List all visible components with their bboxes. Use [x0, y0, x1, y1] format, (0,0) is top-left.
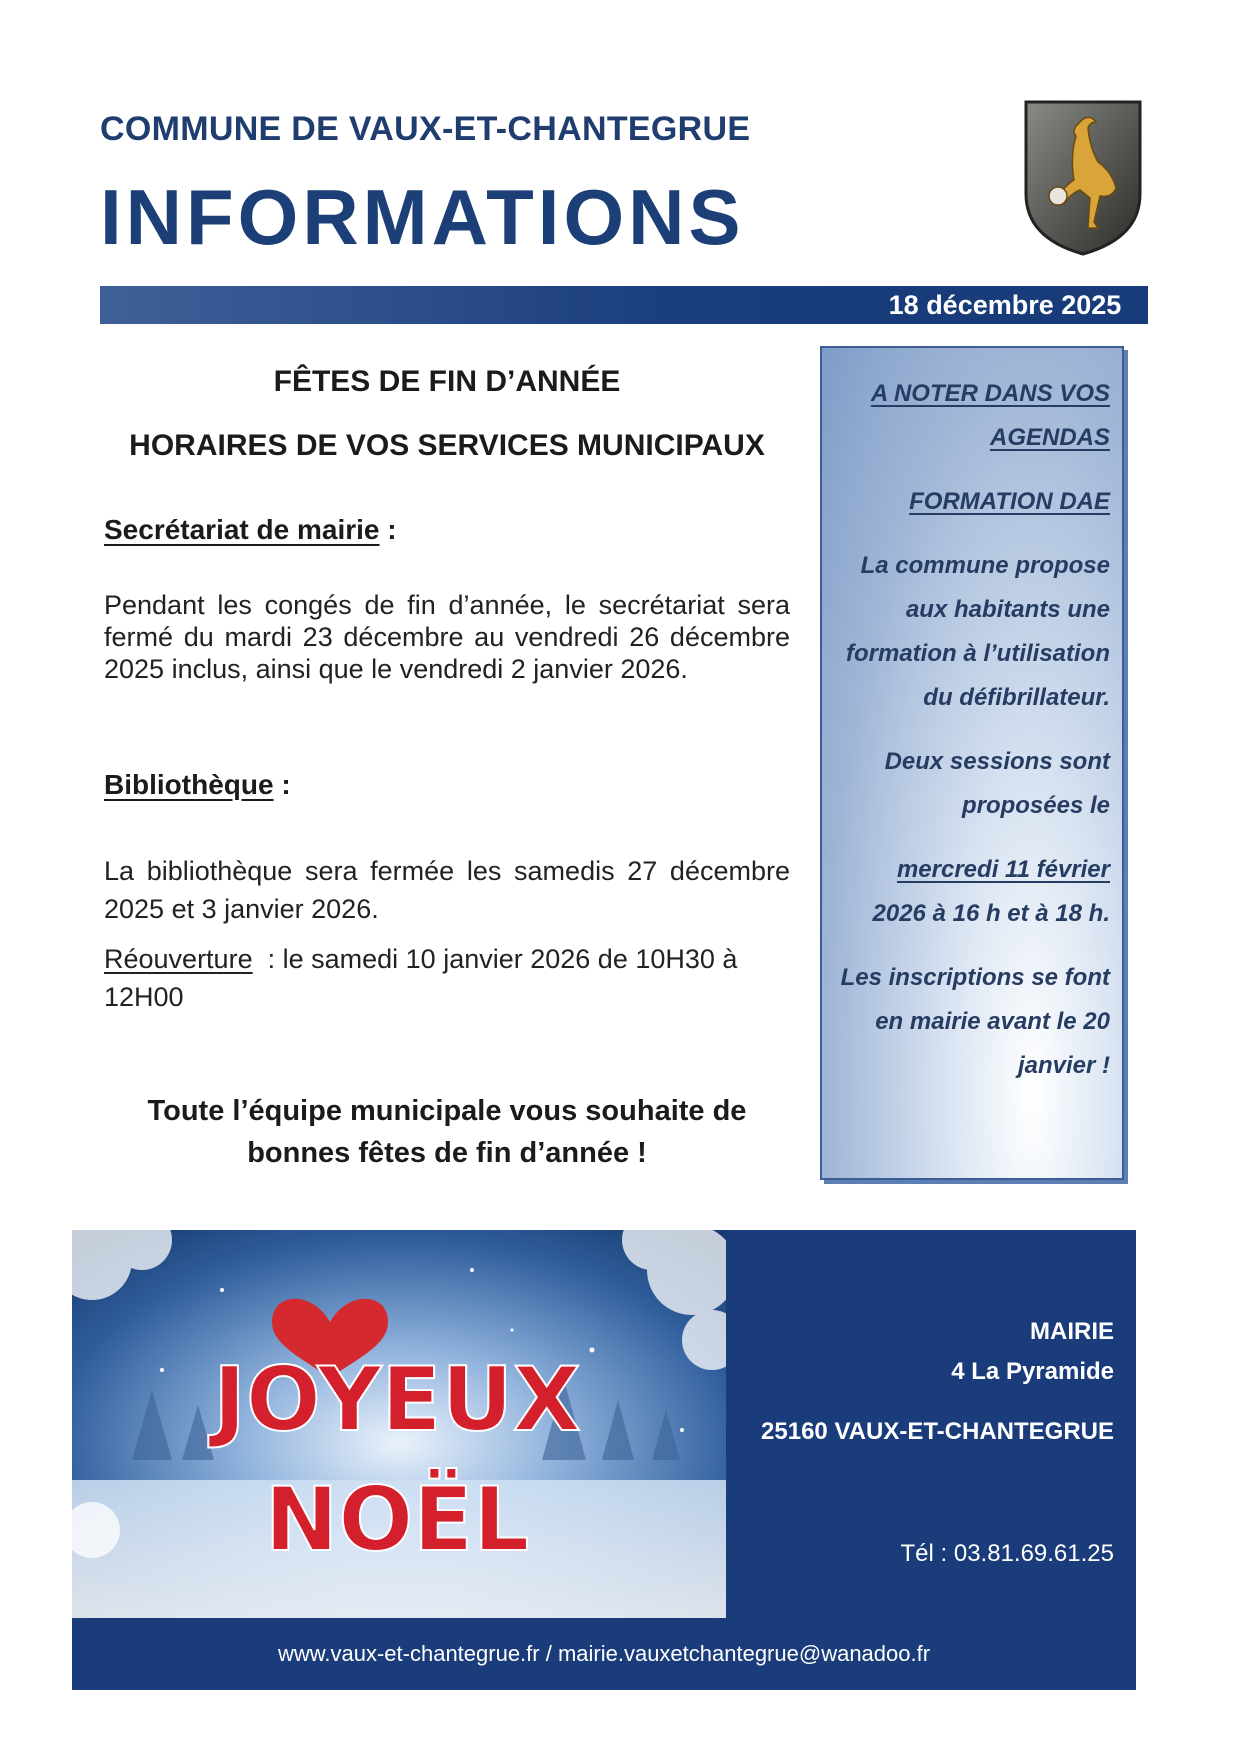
agenda-time: 2026 à 16 h et à 18 h.	[872, 900, 1110, 927]
bibliotheque-text: La bibliothèque sera fermée les samedis 27 décembre 2025 et 3 janvier 2026.	[104, 856, 790, 924]
website-email[interactable]: www.vaux-et-chantegrue.fr / mairie.vauxetchantegrue@wanadoo.fr	[277, 1641, 931, 1666]
page-title: INFORMATIONS	[100, 173, 745, 261]
mairie-label: MAIRIE	[1030, 1318, 1114, 1345]
agenda-sessions: Deux sessions sont proposées le	[884, 748, 1110, 819]
issue-date: 18 décembre 2025	[862, 286, 1148, 324]
footer	[72, 1230, 1136, 1690]
city: 25160 VAUX-ET-CHANTEGRUE	[761, 1418, 1114, 1445]
section-heading-hours: HORAIRES DE VOS SERVICES MUNICIPAUX	[129, 429, 765, 462]
holiday-wish: Toute l’équipe municipale vous souhaite de bonnes fêtes de fin d’année !	[147, 1095, 747, 1169]
bibliotheque-heading: Bibliothèque :	[104, 769, 291, 800]
mairie-address	[761, 1312, 1114, 1452]
agenda-inscriptions: Les inscriptions se font en mairie avant le 20 janvier !	[840, 964, 1110, 1079]
noel-text: NOËL	[264, 1468, 530, 1571]
agenda-box	[820, 346, 1124, 1180]
commune-name: COMMUNE DE VAUX-ET-CHANTEGRUE	[100, 110, 751, 148]
reouverture-text: Réouverture : le samedi 10 janvier 2026 de 10H30 à 12H00	[104, 944, 738, 1012]
coat-of-arms-icon	[1022, 98, 1144, 258]
secretariat-heading: Secrétariat de mairie :	[104, 514, 397, 545]
agenda-date: mercredi 11 février	[896, 856, 1110, 883]
section-heading-holidays: FÊTES DE FIN D’ANNÉE	[273, 365, 621, 398]
secretariat-text: Pendant les congés de fin d’année, le secrétariat sera fermé du mardi 23 décembre au vendredi 26 décembre 2025 inclus, ainsi que le vendredi 2 janvier 2026.	[104, 590, 790, 684]
agenda-intro: La commune propose aux habitants une formation à l’utilisation du défibrillateur.	[845, 552, 1110, 711]
street: 4 La Pyramide	[951, 1358, 1114, 1385]
agenda-subtitle: FORMATION DAE	[909, 488, 1110, 515]
joyeux-text: JOYEUX	[213, 1348, 581, 1451]
telephone: Tél : 03.81.69.61.25	[900, 1540, 1114, 1567]
joyeux-noel-image	[72, 1230, 726, 1618]
agenda-title: A NOTER DANS VOS AGENDAS	[870, 380, 1110, 451]
date-banner	[100, 286, 1148, 324]
